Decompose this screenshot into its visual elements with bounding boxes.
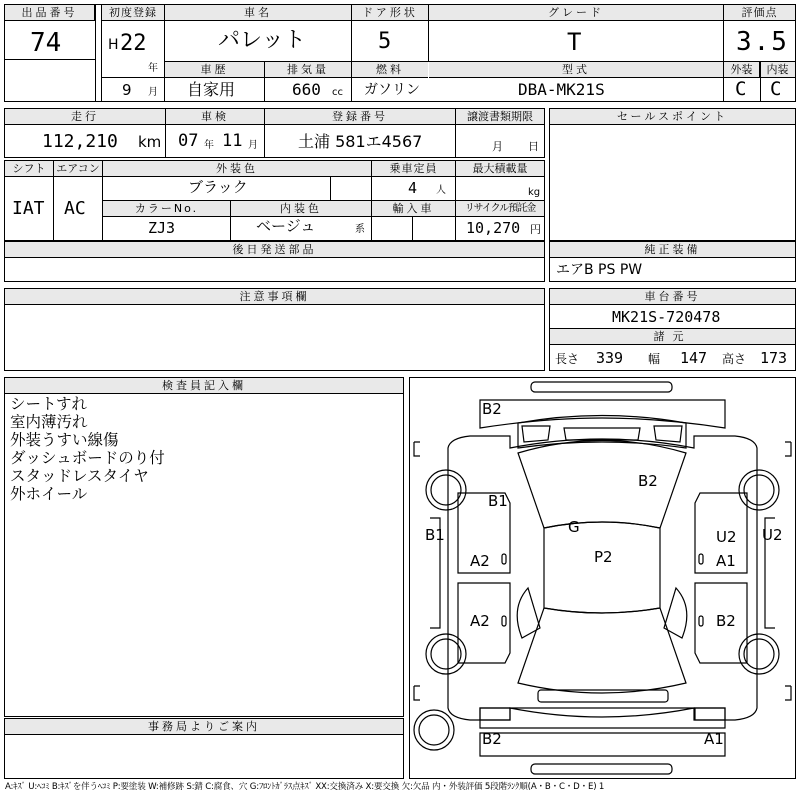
model-value: DBA-MK21S — [518, 80, 605, 99]
inspection-label: 車検 — [166, 109, 264, 125]
chassis-number: MK21S-720478 — [612, 308, 721, 326]
mileage-unit: km — [138, 133, 162, 151]
mark-right-front-door-u: U2 — [716, 528, 737, 546]
inspection-month: 11 — [222, 131, 243, 151]
int-grade: C — [770, 78, 782, 100]
mark-windshield: G — [568, 518, 580, 536]
width-value: 147 — [680, 349, 708, 367]
mark-left-front-door: A2 — [470, 552, 490, 570]
sales-point-label: セールスポイント — [550, 109, 795, 125]
history-label: 車歴 — [165, 62, 264, 78]
era-mark: H — [108, 37, 119, 53]
mark-left-rear-door: A2 — [470, 612, 490, 630]
shift-label: シフト — [5, 161, 53, 177]
fuel-label: 燃料 — [352, 62, 428, 78]
mark-roof: P2 — [594, 548, 613, 566]
recycle-unit: 円 — [530, 223, 541, 236]
exterior-color-label: 外装色 — [103, 161, 371, 177]
inspection-year-unit: 年 — [204, 140, 214, 151]
ext-grade: C — [735, 78, 747, 100]
width-label: 幅 — [648, 352, 661, 366]
lot-label: 出品番号 — [5, 5, 95, 21]
displacement-label: 排気量 — [265, 62, 351, 78]
aircon-label: エアコン — [54, 161, 102, 177]
length-value: 339 — [596, 349, 624, 367]
docs-deadline-label: 譲渡書類期限 — [456, 109, 544, 125]
genuine-equipment: エアB PS PW — [556, 262, 643, 278]
height-value: 173 — [760, 349, 788, 367]
score-label: 評価点 — [724, 5, 795, 21]
plate-value: 土浦 581エ4567 — [298, 132, 423, 151]
car-name: パレット — [218, 28, 306, 53]
chassis-label: 車台番号 — [550, 289, 795, 305]
height-label: 高さ — [722, 352, 747, 366]
docs-month: 月 — [492, 140, 503, 153]
inspector-label: 検査員記入欄 — [5, 378, 403, 394]
grade-value: T — [567, 28, 582, 56]
door-label: ドア形状 — [352, 5, 428, 21]
fuel-value: ガソリン — [364, 82, 420, 98]
mark-rear-left: B2 — [482, 730, 502, 748]
inspector-note: シートすれ — [10, 395, 88, 413]
inspection-month-unit: 月 — [248, 140, 258, 151]
plate-label: 登録番号 — [265, 109, 455, 125]
interior-color-label: 内装色 — [231, 201, 371, 217]
import-label: 輸入車 — [372, 201, 455, 217]
color-no: ZJ3 — [148, 219, 176, 237]
car-name-label: 車名 — [165, 5, 351, 21]
int-label: 内装 — [760, 62, 795, 78]
mark-roof-front: B2 — [482, 400, 502, 418]
interior-color-unit: 系 — [355, 224, 365, 235]
recycle-label: リサイクル預託金 — [456, 201, 544, 217]
mark-front-left: B1 — [488, 492, 508, 510]
office-label: 事務局よりご案内 — [5, 719, 403, 735]
inspector-notes — [10, 395, 165, 503]
car-outline — [410, 378, 795, 778]
inspector-note: 外ホイール — [10, 485, 88, 503]
lot-number: 74 — [30, 28, 62, 58]
capacity-label: 乗車定員 — [372, 161, 455, 177]
month-unit: 月 — [148, 87, 158, 98]
grade-label: グレード — [429, 5, 723, 21]
mark-hood: B2 — [638, 472, 658, 490]
sales-point-block — [549, 108, 796, 241]
ext-label: 外装 — [724, 62, 760, 78]
displacement-unit: cc — [332, 87, 343, 98]
inspector-note: 室内薄汚れ — [10, 413, 88, 431]
inspector-note: ダッシュボードのり付 — [10, 449, 165, 467]
genuine-equipment-label: 純正装備 — [550, 242, 795, 258]
history-value: 自家用 — [187, 80, 236, 99]
door-count: 5 — [378, 29, 392, 54]
mark-rear-right: A1 — [704, 730, 724, 748]
score-value: 3.5 — [736, 27, 789, 57]
mark-left-fender: B1 — [425, 526, 445, 544]
aircon-value: AC — [64, 198, 86, 219]
interior-color: ベージュ — [256, 217, 316, 235]
notes-label: 注意事項欄 — [5, 289, 544, 305]
mark-right-rear: B2 — [716, 612, 736, 630]
inspector-note: スタッドレスタイヤ — [10, 467, 149, 485]
year-unit: 年 — [148, 63, 158, 74]
length-label: 長さ — [555, 352, 580, 366]
docs-day: 日 — [528, 140, 539, 153]
later-parts-label: 後日発送部品 — [5, 242, 544, 258]
reg-month: 9 — [122, 81, 132, 99]
max-load-unit: kg — [528, 187, 541, 198]
capacity-unit: 人 — [436, 185, 446, 196]
inspection-year: 07 — [178, 131, 199, 151]
reg-year: 22 — [120, 31, 147, 56]
capacity-value: 4 — [408, 179, 418, 197]
mileage-label: 走行 — [5, 109, 165, 125]
mileage-value: 112,210 — [42, 131, 118, 152]
mark-right-fender: U2 — [762, 526, 783, 544]
exterior-color: ブラック — [188, 178, 248, 196]
recycle-value: 10,270 — [466, 219, 521, 237]
first-registration-label: 初度登録 — [102, 5, 164, 21]
model-label: 型式 — [429, 62, 723, 78]
inspector-note: 外装うすい線傷 — [10, 431, 119, 449]
displacement-value: 660 — [292, 80, 321, 99]
max-load-label: 最大積載量 — [456, 161, 544, 177]
shift-value: IAT — [12, 198, 45, 219]
damage-diagram — [409, 377, 796, 779]
color-no-label: カラーNo. — [103, 201, 230, 217]
legend: A:ｷｽﾞ U:ﾍｺﾐ B:ｷｽﾞを伴うﾍｺﾐ P:要塗装 W:補修跡 S:錆 C:腐食、穴 G:ﾌﾛﾝﾄｶﾞﾗｽ点ｷｽﾞ XX:交換済み X:要交換 欠:欠品 内・外装評価 5段階ﾗﾝｸ順(A・B・C・D・E) 1 — [5, 782, 605, 792]
mark-right-front-door-a: A1 — [716, 552, 736, 570]
specs-label: 諸元 — [550, 329, 795, 345]
